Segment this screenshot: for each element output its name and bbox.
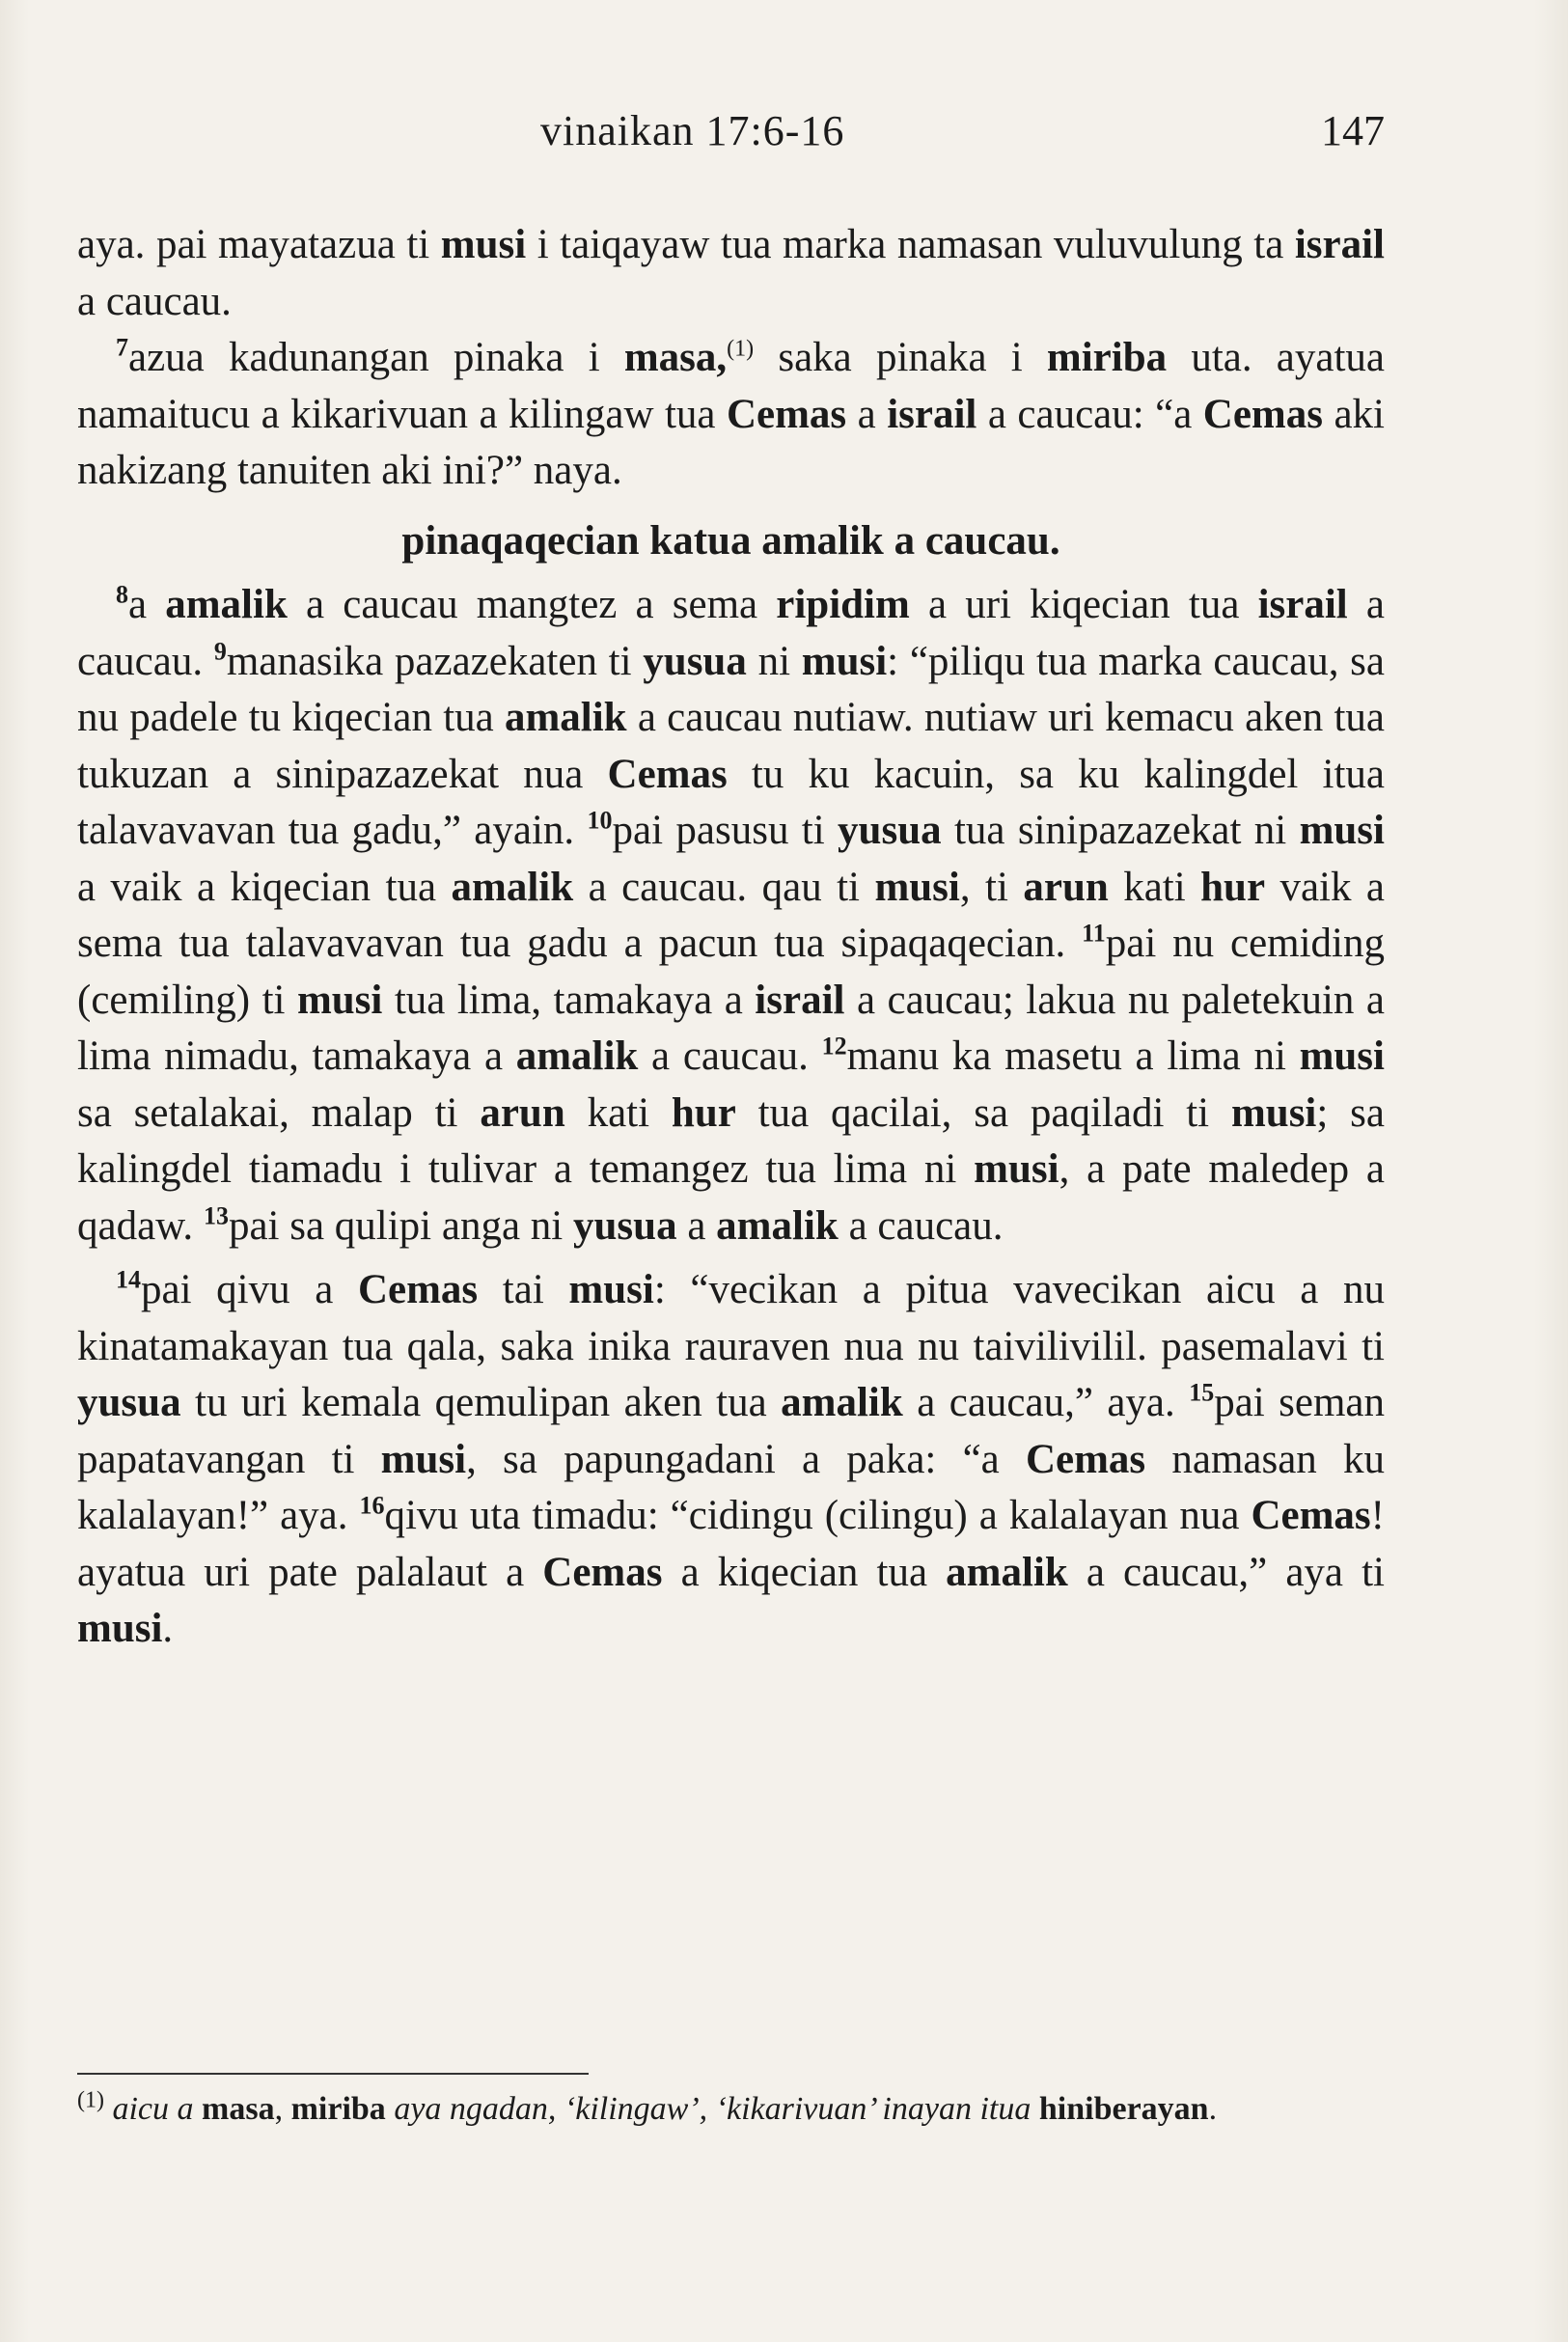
bold-term: ripidim (776, 582, 910, 627)
text-run: tu ku kacuin, sa ku kalingdel itua talavavavan tua gadu,” ayain. (77, 751, 1385, 853)
bold-term: musi (874, 864, 960, 910)
bold-term: masa (202, 2091, 275, 2127)
text-run: manasika pazazekaten ti (226, 638, 644, 684)
bold-term: yusua (838, 808, 942, 853)
bold-term: musi (1299, 808, 1385, 853)
text-run: a caucau. qau ti (573, 864, 875, 910)
text-run: aya. pai mayatazua ti (77, 222, 441, 267)
text-run: tu uri kemala qemulipan aken tua (180, 1380, 782, 1425)
running-head: vinaikan 17:6-16 (540, 107, 845, 154)
text-run: ! ayatua uri pate palalaut a (77, 1493, 1385, 1595)
text-run: saka pinaka i (754, 335, 1047, 380)
bold-term: musi (77, 1606, 163, 1651)
bold-term: yusua (573, 1202, 677, 1249)
text-run: qivu uta timadu: “cidingu (cilingu) a kalalayan nua (384, 1493, 1252, 1538)
bold-term: Cemas (1251, 1493, 1371, 1538)
text-run: a caucau,” aya. (902, 1380, 1190, 1425)
bold-term: israil (1257, 582, 1348, 627)
text-run: manu ka masetu a lima ni (846, 1033, 1300, 1079)
bold-term: yusua (77, 1380, 181, 1425)
page-header (0, 106, 1568, 164)
bold-term: amalik (504, 695, 627, 740)
bold-term: masa, (623, 335, 728, 380)
text-run: uta. ayatua namaitucu a kikarivuan a kilingaw tua (77, 335, 1385, 437)
text-run: a caucau mangtez a sema (287, 582, 777, 627)
text-run: sa setalakai, malap ti (77, 1089, 481, 1136)
verse-number: 9 (213, 637, 227, 666)
bold-term: israil (755, 977, 845, 1023)
bold-term: amalik (515, 1033, 639, 1079)
bold-term: arun (1023, 864, 1109, 910)
bold-term: amalik (716, 1202, 839, 1249)
paragraph-4 (77, 1262, 1385, 1658)
verse-number: 13 (203, 1201, 229, 1230)
text-run: ni (746, 638, 802, 684)
text-run: a caucau. (77, 278, 232, 324)
text-run: a (676, 1202, 717, 1249)
text-run: : “vecikan a pitua vavecikan aicu a nu kinatamakayan tua qala, saka inika rauraven nua nu taivilivilil. pasemalavi ti (77, 1267, 1385, 1369)
text-run: vaik a sema tua talavavavan tua gadu a pacun tua sipaqaqecian. (77, 864, 1385, 966)
verse-number: 11 (1082, 919, 1106, 948)
bold-term: amalik (781, 1380, 903, 1425)
bold-term: musi (568, 1267, 654, 1312)
text-run: a uri kiqecian tua (909, 582, 1258, 627)
bold-term: amalik (946, 1549, 1068, 1595)
verse-number: 7 (116, 333, 128, 362)
footnote-divider (77, 2073, 589, 2075)
text-run: aki nakizang tanuiten aki ini?” naya. (77, 391, 1385, 493)
text-run: a (128, 582, 166, 627)
text-run: tua qacilai, sa paqiladi ti (735, 1089, 1231, 1136)
page-number: 147 (1321, 107, 1385, 154)
text-run: , ti (959, 864, 1024, 910)
footnote-ref[interactable]: (1) (727, 336, 755, 362)
verse-number: 10 (587, 806, 613, 835)
bold-term: miriba (1046, 335, 1168, 380)
bold-term: musi (380, 1436, 467, 1482)
bold-term: musi (801, 638, 888, 684)
text-run: pai qivu a (141, 1267, 358, 1312)
bold-term: Cemas (1025, 1436, 1146, 1482)
bold-term: Cemas (726, 391, 847, 437)
text-run: : “piliqu tua marka caucau, sa nu padele tu kiqecian tua (77, 638, 1385, 740)
text-run: kati (564, 1089, 672, 1136)
bold-term: hur (1200, 864, 1266, 910)
text-run: a caucau,” aya ti (1067, 1549, 1385, 1595)
text-run: tua lima, tamakaya a (382, 977, 756, 1023)
paragraph-1 (77, 217, 1385, 330)
text-run: azua kadunangan pinaka i (128, 335, 624, 380)
text-run: pai seman papatavangan ti (77, 1380, 1386, 1482)
bold-term: hur (671, 1089, 736, 1136)
bold-term: amalik (451, 864, 574, 910)
text-run: a caucau: “a (977, 391, 1203, 437)
text-run: . (1208, 2091, 1218, 2127)
verse-number: 14 (116, 1265, 141, 1294)
bold-term: hiniberayan (1038, 2091, 1209, 2127)
bold-term: musi (1299, 1033, 1385, 1079)
text-run: a kiqecian tua (662, 1549, 947, 1595)
verse-number: 12 (821, 1032, 847, 1061)
bold-term: musi (974, 1146, 1059, 1192)
text-run: tua sinipazazekat ni (941, 808, 1300, 853)
body-text (77, 217, 1385, 1658)
bold-term: israil (1294, 222, 1386, 267)
text-run: tai (478, 1267, 569, 1312)
verse-number: 16 (359, 1491, 385, 1520)
text-run: aicu a (112, 2091, 203, 2127)
footnote (77, 2086, 1389, 2133)
text-run: a caucau nutiaw. nutiaw uri kemacu aken tua tukuzan a sinipazazekat nua (77, 695, 1385, 797)
bold-term: musi (440, 222, 527, 267)
bold-term: musi (296, 977, 383, 1023)
bold-term: arun (480, 1089, 565, 1136)
text-run: ; sa kalingdel tiamadu i tulivar a temangez tua lima ni (77, 1089, 1385, 1192)
text-run: namasan ku kalalayan!” aya. (77, 1436, 1385, 1538)
text-run: , (274, 2091, 291, 2127)
text-run: a caucau. (77, 582, 1385, 684)
verse-number: 8 (116, 580, 128, 609)
text-run: , a pate maledep a qadaw. (77, 1146, 1385, 1249)
text-run: a caucau. (638, 1033, 822, 1079)
bold-term: musi (1230, 1089, 1317, 1136)
text-run: . (162, 1606, 174, 1651)
text-run: , sa papungadani a paka: “a (466, 1436, 1026, 1482)
bold-term: Cemas (607, 751, 728, 797)
bold-term: amalik (165, 582, 288, 627)
bold-term: yusua (643, 638, 747, 684)
bold-term: Cemas (542, 1549, 663, 1595)
bold-term: Cemas (1202, 391, 1323, 437)
text-run: pai pasusu ti (612, 808, 839, 853)
bold-term: israil (887, 391, 977, 437)
bold-term: miriba (290, 2091, 386, 2127)
text-run: a (846, 391, 888, 437)
paragraph-3 (77, 577, 1385, 1254)
text-run: aya ngadan, ‘kilingaw’, ‘kikarivuan’ inayan itua (385, 2091, 1039, 2127)
text-run: pai sa qulipi anga ni (228, 1202, 573, 1249)
footnote-mark: (1) (77, 2087, 104, 2113)
section-heading: pinaqaqecian katua amalik a caucau. (401, 517, 1060, 564)
text-run: pai nu cemiding (cemiling) ti (77, 921, 1385, 1023)
text-run: i taiqayaw tua marka namasan vuluvulung ta (526, 222, 1295, 267)
bold-term: Cemas (357, 1267, 479, 1312)
verse-number: 15 (1189, 1378, 1215, 1407)
text-run: a vaik a kiqecian tua (77, 864, 452, 910)
paragraph-2 (77, 330, 1385, 500)
text-run: kati (1108, 864, 1201, 910)
text-run: a caucau. (838, 1202, 1004, 1249)
text-run: a caucau; lakua nu paletekuin a lima nimadu, tamakaya a (77, 977, 1385, 1079)
